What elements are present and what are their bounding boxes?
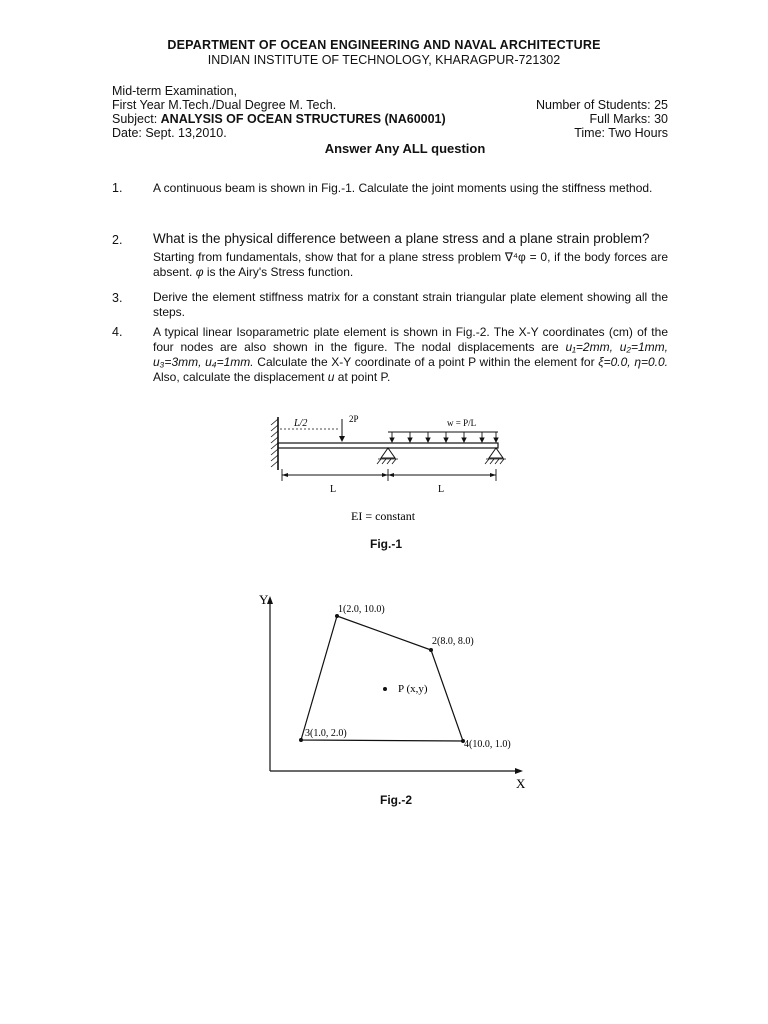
udl-arrows xyxy=(390,432,498,442)
question-number: 1. xyxy=(112,181,123,195)
xi-value: ξ=0.0, xyxy=(598,355,631,369)
question-2-part-c: , if the body forces are absent. xyxy=(153,250,668,279)
question-number: 4. xyxy=(112,325,123,339)
figure-2-caption: Fig.-2 xyxy=(380,793,412,807)
question-4-text xyxy=(153,325,668,385)
span-1-label: L xyxy=(330,484,337,495)
point-load-label: 2P xyxy=(349,414,359,424)
question-2-text xyxy=(153,231,668,280)
middle-support-hatching xyxy=(377,459,398,464)
question-2-part-d: is the Airy's Stress function. xyxy=(203,265,354,279)
point-p-label: P (x,y) xyxy=(398,683,428,695)
instruction: Answer Any ALL question xyxy=(324,141,486,156)
question-4-part-3: Also, calculate the displacement xyxy=(153,370,328,384)
ei-constant-label: EI = constant xyxy=(351,509,416,523)
exam-date: Date: Sept. 13,2010. xyxy=(112,126,227,140)
node-4-label: 4(10.0, 1.0) xyxy=(464,739,511,750)
phi-symbol: φ xyxy=(195,265,204,279)
wall-hatching xyxy=(271,419,278,467)
displacement-u4: u₄=1mm. xyxy=(205,355,254,369)
exam-type: Mid-term Examination, xyxy=(112,84,238,98)
middle-support xyxy=(381,448,395,458)
subject-label: Subject: xyxy=(112,112,158,126)
question-number: 3. xyxy=(112,291,123,305)
question-4-part-1: A typical linear Isoparametric plate element is shown in Fig.-2. The X-Y coordinates (cm) of the four nodes are also shown in the figure. The nodal displacements are xyxy=(153,325,668,354)
x-axis-label: X xyxy=(516,776,526,791)
isoparametric-element-figure xyxy=(255,588,540,798)
node-3-label: 3(1.0, 2.0) xyxy=(305,728,347,739)
span-2-label: L xyxy=(438,484,445,495)
eta-value: η=0.0. xyxy=(634,355,668,369)
subject-line xyxy=(112,112,446,126)
question-2-part-b: Starting from fundamentals, show that for a plane stress problem xyxy=(153,250,505,264)
subject-name: ANALYSIS OF OCEAN STRUCTURES (NA60001) xyxy=(160,112,446,126)
question-4-part-4: at point P. xyxy=(334,370,391,384)
node-2-label: 2(8.0, 8.0) xyxy=(432,636,474,647)
node-2 xyxy=(429,648,433,652)
figure-1-caption: Fig.-1 xyxy=(370,537,402,551)
department-title: DEPARTMENT OF OCEAN ENGINEERING AND NAVAL ARCHITECTURE xyxy=(167,38,601,52)
number-of-students: Number of Students: 25 xyxy=(535,98,668,112)
displacement-u2: u₂=1mm, xyxy=(619,340,669,354)
y-axis-label: Y xyxy=(259,592,269,607)
full-marks: Full Marks: 30 xyxy=(589,112,668,126)
x-axis-arrow xyxy=(515,768,523,774)
institute-title: INDIAN INSTITUTE OF TECHNOLOGY, KHARAGPUR-721302 xyxy=(207,53,561,67)
udl-label: w = P/L xyxy=(447,418,477,428)
program-year: First Year M.Tech./Dual Degree M. Tech. xyxy=(112,98,337,112)
displacement-u3: u₃=3mm, xyxy=(153,355,202,369)
question-2-part-a: What is the physical difference between a plane stress and a plane strain problem? xyxy=(153,231,650,246)
node-1-label: 1(2.0, 10.0) xyxy=(338,604,385,615)
point-p xyxy=(383,687,387,691)
question-1-text: A continuous beam is shown in Fig.-1. Calculate the joint moments using the stiffness method. xyxy=(153,181,653,195)
end-support-hatching xyxy=(485,459,506,464)
exam-time: Time: Two Hours xyxy=(574,126,668,140)
half-span-label: L/2 xyxy=(294,418,308,429)
end-support xyxy=(489,448,503,458)
question-4-part-2: Calculate the X-Y coordinate of a point P within the element for xyxy=(253,355,599,369)
biharmonic-equation: ∇⁴φ = 0 xyxy=(504,250,548,264)
continuous-beam-figure xyxy=(250,405,530,530)
question-number: 2. xyxy=(112,233,123,247)
node-3 xyxy=(299,738,303,742)
displacement-u: u xyxy=(327,370,335,384)
question-3-text: Derive the element stiffness matrix for a constant strain triangular plate element showing all the steps. xyxy=(153,290,668,319)
quadrilateral-element xyxy=(301,616,463,741)
point-load-arrowhead xyxy=(339,436,345,442)
displacement-u1: u₁=2mm, xyxy=(565,340,613,354)
